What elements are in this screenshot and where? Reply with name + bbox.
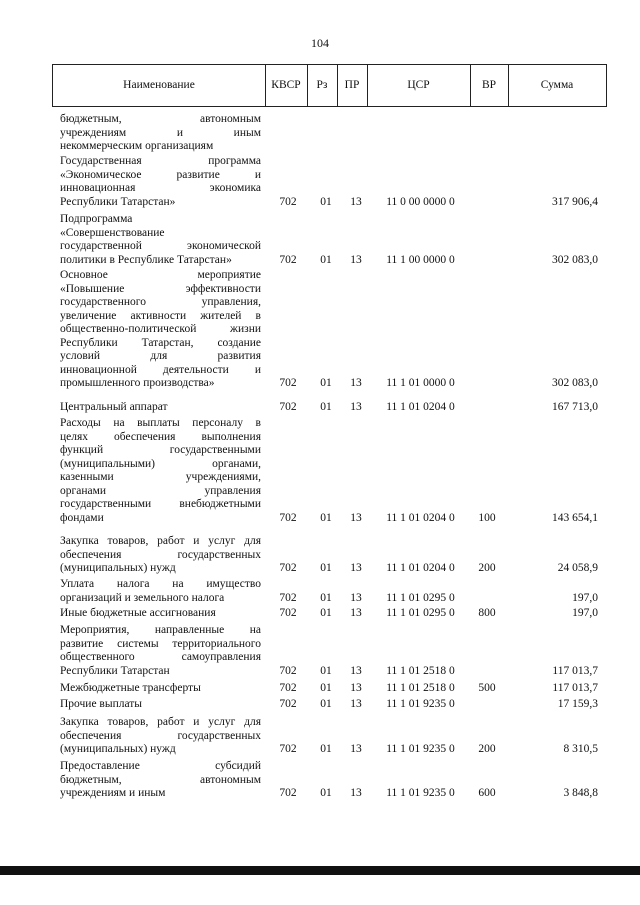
row-csr: 11 1 01 0295 0 bbox=[386, 607, 455, 619]
row-name-line: обеспечения государственных bbox=[60, 548, 261, 561]
row-pr: 13 bbox=[350, 698, 362, 710]
row-rz: 01 bbox=[320, 698, 332, 710]
row-pr: 13 bbox=[350, 787, 362, 799]
row-rz: 01 bbox=[320, 562, 332, 574]
row-name-line: Закупка товаров, работ и услуг для bbox=[60, 535, 261, 547]
row-name-line: общественно-политической жизни bbox=[60, 323, 261, 335]
column-header-csr: ЦСР bbox=[407, 79, 430, 91]
row-name-line: Уплата налога на имущество bbox=[60, 578, 261, 590]
row-csr: 11 1 01 9235 0 bbox=[386, 787, 455, 799]
row-name-line: Расходы на выплаты персоналу в bbox=[60, 417, 261, 429]
row-csr: 11 1 01 2518 0 bbox=[386, 664, 455, 677]
row-sum: 197,0 bbox=[572, 607, 598, 619]
column-header-pr: ПР bbox=[344, 79, 360, 91]
row-kvsr: 702 bbox=[279, 562, 297, 574]
row-sum: 24 058,9 bbox=[557, 562, 598, 574]
row-kvsr: 702 bbox=[279, 401, 297, 413]
row-pr: 13 bbox=[350, 562, 362, 574]
row-name-line: казенными учреждениями, bbox=[60, 471, 261, 483]
row-name-line: Основное мероприятие bbox=[60, 269, 261, 281]
table-row bbox=[0, 624, 640, 678]
row-sum: 117 013,7 bbox=[552, 682, 598, 694]
row-name-line: Закупка товаров, работ и услуг для bbox=[60, 716, 261, 728]
table-row bbox=[0, 213, 640, 267]
row-name-line: Иные бюджетные ассигнования bbox=[60, 607, 216, 619]
row-name-line: Центральный аппарат bbox=[60, 401, 168, 413]
column-header-kvsr: КВСР bbox=[271, 79, 301, 91]
row-name-line: фондами bbox=[60, 511, 104, 524]
row-pr: 13 bbox=[350, 401, 362, 413]
row-name-line: учреждениям и иным bbox=[60, 787, 166, 799]
row-name-line: (муниципальных) нужд bbox=[60, 562, 176, 574]
table-row bbox=[0, 760, 640, 801]
row-sum: 17 159,3 bbox=[557, 698, 598, 710]
row-rz: 01 bbox=[320, 511, 332, 524]
row-name-line: некоммерческим организациям bbox=[60, 140, 214, 152]
row-name-line: инновационной деятельности и bbox=[60, 363, 261, 376]
row-sum: 317 906,4 bbox=[552, 195, 598, 208]
row-name-line: увеличение активности жителей в bbox=[60, 309, 261, 322]
row-sum: 302 083,0 bbox=[552, 253, 598, 266]
row-name bbox=[60, 269, 261, 391]
row-name-line: Республики Татарстан» bbox=[60, 195, 176, 208]
row-csr: 11 1 01 0204 0 bbox=[386, 401, 455, 413]
row-csr: 11 1 01 9235 0 bbox=[386, 698, 455, 710]
row-name-line: Межбюджетные трансферты bbox=[60, 682, 201, 694]
row-rz: 01 bbox=[320, 591, 332, 604]
row-sum: 167 713,0 bbox=[552, 401, 598, 413]
row-kvsr: 702 bbox=[279, 664, 297, 677]
row-kvsr: 702 bbox=[279, 607, 297, 619]
row-kvsr: 702 bbox=[279, 698, 297, 710]
row-vr: 600 bbox=[478, 787, 496, 799]
row-csr: 11 1 00 0000 0 bbox=[386, 253, 455, 266]
row-rz: 01 bbox=[320, 743, 332, 755]
row-name-line: «Совершенствование bbox=[60, 226, 165, 239]
row-name-line: государственными внебюджетными bbox=[60, 498, 261, 510]
row-name-line: целях обеспечения выполнения bbox=[60, 430, 261, 443]
row-name-line: организаций и земельного налога bbox=[60, 591, 225, 604]
row-rz: 01 bbox=[320, 682, 332, 694]
row-name-line: инновационная экономика bbox=[60, 182, 261, 194]
row-rz: 01 bbox=[320, 607, 332, 619]
row-name-line: Предоставление субсидий bbox=[60, 760, 261, 772]
row-vr: 200 bbox=[478, 743, 496, 755]
row-name-line: (муниципальными) органами, bbox=[60, 457, 261, 470]
table-row bbox=[0, 716, 640, 757]
row-name-line: условий для развития bbox=[60, 350, 261, 362]
page-bottom-border bbox=[0, 866, 640, 875]
row-name-line: обеспечения государственных bbox=[60, 729, 261, 742]
row-rz: 01 bbox=[320, 253, 332, 266]
row-csr: 11 1 01 0204 0 bbox=[386, 511, 455, 524]
row-name-line: Государственная программа bbox=[60, 155, 261, 167]
row-name-line: «Экономическое развитие и bbox=[60, 168, 261, 181]
row-name-line: Прочие выплаты bbox=[60, 698, 143, 710]
row-vr: 500 bbox=[478, 682, 496, 694]
row-sum: 197,0 bbox=[572, 591, 598, 604]
row-kvsr: 702 bbox=[279, 787, 297, 799]
row-name-line: Республики Татарстан, создание bbox=[60, 336, 261, 349]
row-sum: 143 654,1 bbox=[552, 511, 598, 524]
row-kvsr: 702 bbox=[279, 743, 297, 755]
row-name-line: учреждениям и иным bbox=[60, 126, 261, 139]
column-header-rz: Рз bbox=[316, 79, 328, 91]
table-row bbox=[0, 113, 640, 154]
row-name-line: государственного управления, bbox=[60, 296, 261, 308]
row-sum: 8 310,5 bbox=[563, 743, 598, 755]
table-row bbox=[0, 155, 640, 209]
row-rz: 01 bbox=[320, 664, 332, 677]
row-kvsr: 702 bbox=[279, 253, 297, 266]
row-name-line: государственной экономической bbox=[60, 240, 261, 252]
table-row bbox=[0, 535, 640, 576]
row-pr: 13 bbox=[350, 682, 362, 694]
row-rz: 01 bbox=[320, 787, 332, 799]
row-pr: 13 bbox=[350, 743, 362, 755]
row-csr: 11 1 01 0295 0 bbox=[386, 591, 455, 604]
row-csr: 11 1 01 9235 0 bbox=[386, 743, 455, 755]
row-pr: 13 bbox=[350, 511, 362, 524]
page-number: 104 bbox=[311, 36, 329, 50]
row-sum: 117 013,7 bbox=[552, 664, 598, 677]
row-rz: 01 bbox=[320, 195, 332, 208]
row-vr: 100 bbox=[478, 511, 496, 524]
row-name-line: органами управления bbox=[60, 484, 261, 497]
row-kvsr: 702 bbox=[279, 682, 297, 694]
row-rz: 01 bbox=[320, 401, 332, 413]
table-row bbox=[0, 269, 640, 391]
row-name-line: общественного самоуправления bbox=[60, 651, 261, 663]
row-csr: 11 1 01 0204 0 bbox=[386, 562, 455, 574]
row-pr: 13 bbox=[350, 664, 362, 677]
row-name-line: развитие системы территориального bbox=[60, 637, 261, 650]
table-row bbox=[0, 401, 640, 415]
row-name-line: Республики Татарстан bbox=[60, 664, 170, 677]
column-header-sum: Сумма bbox=[540, 79, 574, 91]
row-kvsr: 702 bbox=[279, 511, 297, 524]
row-pr: 13 bbox=[350, 253, 362, 266]
row-sum: 302 083,0 bbox=[552, 377, 598, 389]
row-name-line: функций государственными bbox=[60, 444, 261, 456]
row-csr: 11 1 01 0000 0 bbox=[386, 377, 455, 389]
table-header bbox=[52, 64, 607, 107]
row-name-line: бюджетным, автономным bbox=[60, 113, 261, 125]
row-name-line: (муниципальных) нужд bbox=[60, 743, 176, 755]
table-row bbox=[0, 578, 640, 605]
row-kvsr: 702 bbox=[279, 591, 297, 604]
row-sum: 3 848,8 bbox=[563, 787, 598, 799]
row-vr: 800 bbox=[478, 607, 496, 619]
row-name-line: политики в Республике Татарстан» bbox=[60, 253, 232, 266]
row-name-line: Подпрограмма bbox=[60, 213, 133, 225]
row-kvsr: 702 bbox=[279, 195, 297, 208]
row-pr: 13 bbox=[350, 195, 362, 208]
row-pr: 13 bbox=[350, 591, 362, 604]
table-row bbox=[0, 698, 640, 712]
row-vr: 200 bbox=[478, 562, 496, 574]
column-header-vr: ВР bbox=[481, 79, 497, 91]
table-row bbox=[0, 607, 640, 621]
row-kvsr: 702 bbox=[279, 377, 297, 389]
row-name-line: промышленного производства» bbox=[60, 377, 215, 389]
table-row bbox=[0, 682, 640, 696]
row-name bbox=[60, 417, 261, 525]
table-row bbox=[0, 417, 640, 525]
row-rz: 01 bbox=[320, 377, 332, 389]
row-pr: 13 bbox=[350, 607, 362, 619]
row-csr: 11 0 00 0000 0 bbox=[386, 195, 455, 208]
row-pr: 13 bbox=[350, 377, 362, 389]
row-name-line: бюджетным, автономным bbox=[60, 773, 261, 786]
row-csr: 11 1 01 2518 0 bbox=[386, 682, 455, 694]
row-name-line: «Повышение эффективности bbox=[60, 282, 261, 295]
row-name-line: Мероприятия, направленные на bbox=[60, 624, 261, 636]
column-header-name: Наименование bbox=[123, 79, 195, 91]
